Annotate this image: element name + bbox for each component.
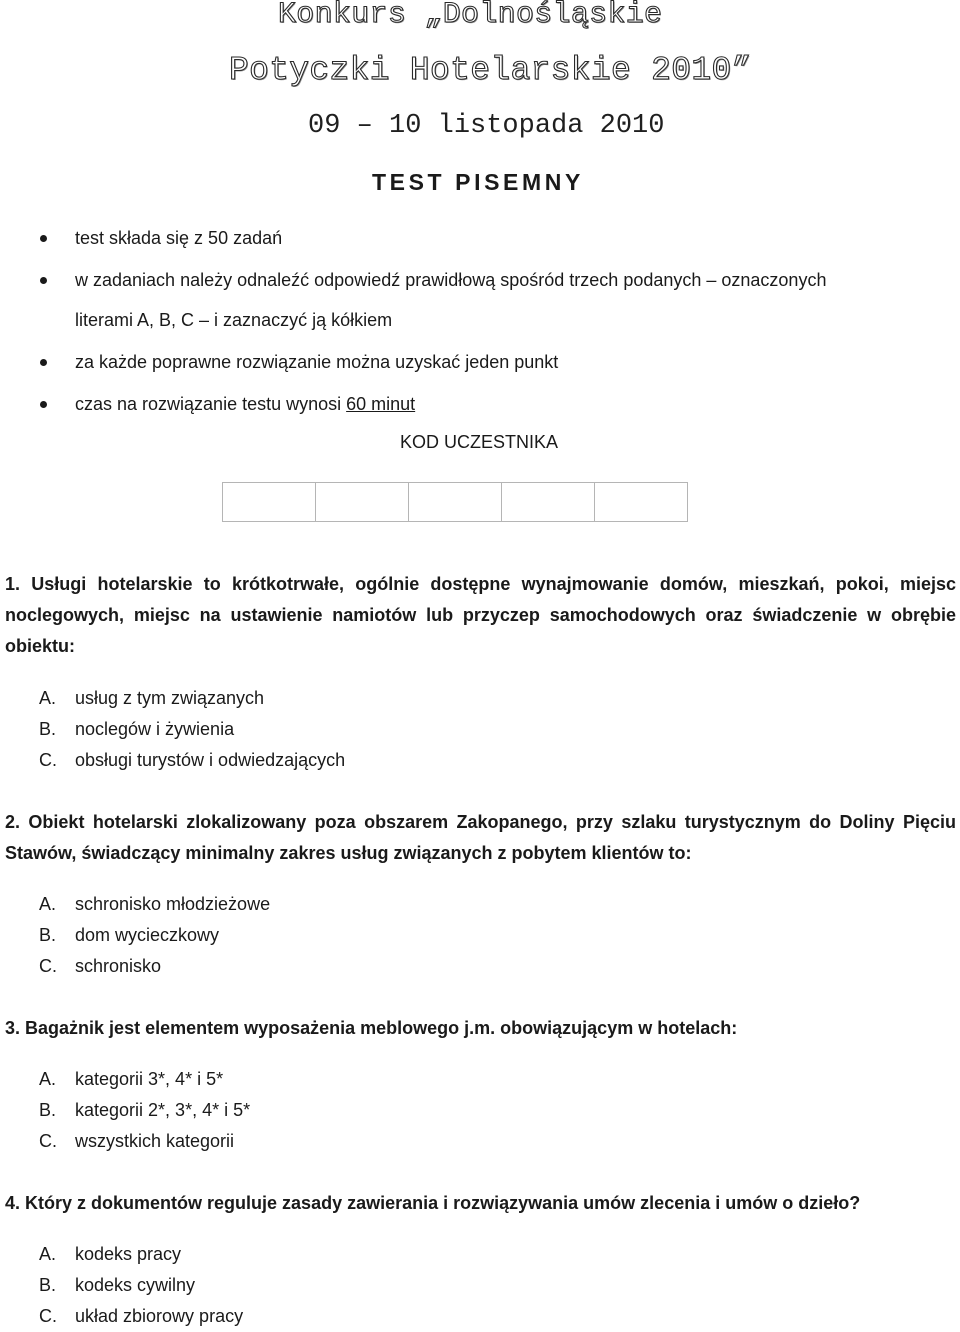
answer-option[interactable] xyxy=(39,1270,243,1301)
code-box[interactable] xyxy=(316,483,409,521)
answer-option[interactable] xyxy=(39,683,345,714)
answer-option[interactable] xyxy=(39,714,345,745)
answer-option[interactable] xyxy=(39,951,270,982)
option-letter: A. xyxy=(39,1069,57,1089)
test-heading: TEST PISEMNY xyxy=(372,169,584,195)
instruction-text xyxy=(75,384,415,425)
option-text: schronisko młodzieżowe xyxy=(75,894,271,914)
option-text: kodeks cywilny xyxy=(75,1275,196,1295)
bullet-icon xyxy=(40,235,47,242)
option-text: kategorii 2*, 3*, 4* i 5* xyxy=(75,1100,251,1120)
answer-option[interactable] xyxy=(39,920,270,951)
instruction-text: za każde poprawne rozwiązanie można uzyskać jeden punkt xyxy=(75,352,559,372)
bullet-icon xyxy=(40,359,47,366)
instruction-text: test składa się z 50 zadań xyxy=(75,228,283,248)
code-box[interactable] xyxy=(595,483,687,521)
question-text: Obiekt hotelarski zlokalizowany poza obszarem Zakopanego, przy szlaku turystycznym do Doliny Pięciu Stawów, świadczący minimalny zakres usług związanych z pobytem klientów to: xyxy=(5,812,956,863)
option-letter: C. xyxy=(39,1131,57,1151)
question-text: Bagażnik jest elementem wyposażenia meblowego j.m. obowiązującym w hotelach: xyxy=(25,1018,738,1038)
answer-option[interactable] xyxy=(39,745,345,776)
option-letter: A. xyxy=(39,1244,57,1264)
option-letter: B. xyxy=(39,719,57,739)
participant-code-label: KOD UCZESTNIKA xyxy=(400,432,559,452)
answer-option[interactable] xyxy=(39,1064,250,1095)
option-letter: C. xyxy=(39,750,57,770)
participant-code-boxes xyxy=(222,482,688,522)
question-4-options xyxy=(39,1239,243,1332)
code-box[interactable] xyxy=(223,483,316,521)
option-text: dom wycieczkowy xyxy=(75,925,220,945)
answer-option[interactable] xyxy=(39,1301,243,1332)
option-text: układ zbiorowy pracy xyxy=(75,1306,244,1326)
option-letter: C. xyxy=(39,956,57,976)
instruction-text: w zadaniach należy odnaleźć odpowiedź prawidłową spośród trzech podanych – oznaczonych xyxy=(75,270,827,290)
option-letter: B. xyxy=(39,1275,57,1295)
option-letter: A. xyxy=(39,688,57,708)
question-2-options xyxy=(39,889,270,982)
question-number: 2. xyxy=(5,812,21,832)
question-number: 4. xyxy=(5,1193,21,1213)
time-limit: 60 minut xyxy=(346,394,416,414)
question-number: 1. xyxy=(5,574,21,594)
instruction-text-part: czas na rozwiązanie testu wynosi xyxy=(75,394,347,414)
contest-title-line2: Potyczki Hotelarskie 2010” xyxy=(229,52,752,89)
answer-option[interactable] xyxy=(39,1095,250,1126)
contest-dates: 09 – 10 listopada 2010 xyxy=(308,111,665,141)
option-text: schronisko xyxy=(75,956,162,976)
option-text: usług z tym związanych xyxy=(75,688,265,708)
contest-title-line1: Konkurs „Dolnośląskie xyxy=(278,0,663,32)
question-1 xyxy=(5,569,956,662)
option-text: wszystkich kategorii xyxy=(75,1131,235,1151)
question-number: 3. xyxy=(5,1018,21,1038)
question-text: Usługi hotelarskie to krótkotrwałe, ogólnie dostępne wynajmowanie domów, mieszkań, pokoi, miejsc noclegowych, miejsc na ustawienie namiotów lub przyczep samochodowych oraz świadczenie w obrębie obiektu: xyxy=(5,574,956,656)
option-text: obsługi turystów i odwiedzających xyxy=(75,750,346,770)
option-text: noclegów i żywienia xyxy=(75,719,235,739)
bullet-icon xyxy=(40,401,47,408)
instruction-text: literami A, B, C – i zaznaczyć ją kółkiem xyxy=(75,310,393,330)
answer-option[interactable] xyxy=(39,889,270,920)
bullet-icon xyxy=(40,277,47,284)
code-box[interactable] xyxy=(502,483,595,521)
question-3 xyxy=(5,1013,956,1044)
answer-option[interactable] xyxy=(39,1239,243,1270)
question-2 xyxy=(5,807,956,869)
question-1-options xyxy=(39,683,345,776)
option-letter: A. xyxy=(39,894,57,914)
question-text: Który z dokumentów reguluje zasady zawierania i rozwiązywania umów zlecenia i umów o dzieło? xyxy=(25,1193,861,1213)
option-letter: B. xyxy=(39,925,57,945)
answer-option[interactable] xyxy=(39,1126,250,1157)
question-4 xyxy=(5,1188,956,1219)
option-letter: C. xyxy=(39,1306,57,1326)
option-text: kategorii 3*, 4* i 5* xyxy=(75,1069,224,1089)
question-3-options xyxy=(39,1064,250,1157)
option-text: kodeks pracy xyxy=(75,1244,182,1264)
code-box[interactable] xyxy=(409,483,502,521)
option-letter: B. xyxy=(39,1100,57,1120)
